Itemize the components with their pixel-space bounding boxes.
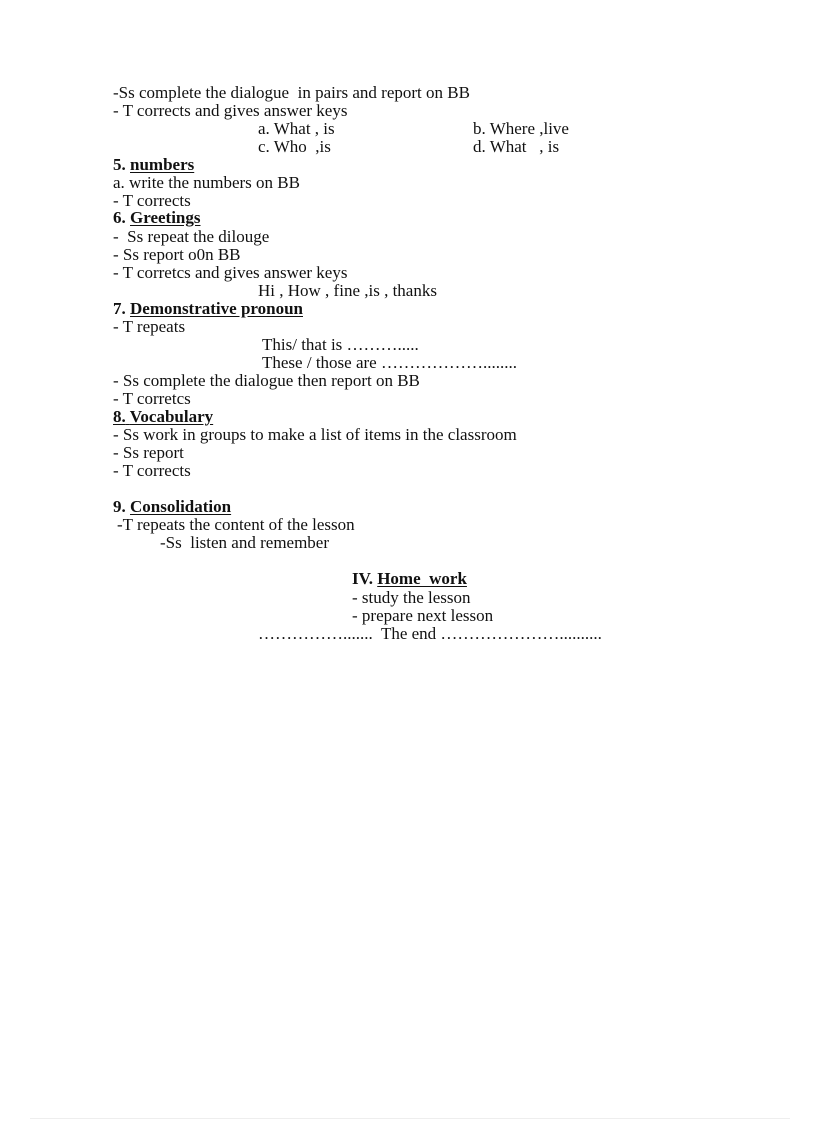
section-heading-homework xyxy=(352,570,467,588)
section-title: Greetings xyxy=(130,208,201,227)
section-title: Home work xyxy=(377,569,467,588)
instruction-line: - Ss report xyxy=(113,443,184,462)
homework-item: - study the lesson xyxy=(352,588,471,607)
answer-key-b: b. Where ,live xyxy=(473,119,569,138)
instruction-line: - Ss repeat the dilouge xyxy=(113,227,270,246)
section-heading-numbers xyxy=(113,156,194,174)
section-heading-demonstrative xyxy=(113,300,303,318)
instruction-line: -Ss complete the dialogue in pairs and report on BB xyxy=(113,83,470,102)
section-title: Demonstrative pronoun xyxy=(130,299,303,318)
section-title: Consolidation xyxy=(130,497,232,516)
pattern-line: These / those are ………………........ xyxy=(262,353,517,372)
section-heading-consolidation xyxy=(113,498,231,516)
instruction-line: - T corretcs xyxy=(113,389,191,408)
page-bottom-edge xyxy=(30,1118,790,1119)
pattern-line: This/ that is ………..... xyxy=(262,335,419,354)
section-number: 6. xyxy=(113,208,126,227)
section-number: 7. xyxy=(113,299,126,318)
answer-key-greetings: Hi , How , fine ,is , thanks xyxy=(258,281,437,300)
instruction-line: - Ss report o0n BB xyxy=(113,245,241,264)
instruction-line: a. write the numbers on BB xyxy=(113,173,300,192)
instruction-line: - T corrects xyxy=(113,191,191,210)
instruction-line: - T corrects xyxy=(113,461,191,480)
section-heading-vocabulary xyxy=(113,408,213,426)
answer-key-d: d. What , is xyxy=(473,137,560,156)
section-number: 9. xyxy=(113,497,126,516)
answer-key-a: a. What , is xyxy=(258,119,335,138)
instruction-line: -T repeats the content of the lesson xyxy=(117,515,355,534)
section-number: 8. xyxy=(113,407,126,426)
section-title: numbers xyxy=(130,155,195,174)
section-number: IV. xyxy=(352,569,373,588)
section-number: 5. xyxy=(113,155,126,174)
instruction-line: - Ss work in groups to make a list of items in the classroom xyxy=(113,425,517,444)
instruction-line: - T corrects and gives answer keys xyxy=(113,101,348,120)
section-title: Vocabulary xyxy=(129,407,214,426)
homework-item: - prepare next lesson xyxy=(352,606,494,625)
instruction-line: - T corretcs and gives answer keys xyxy=(113,263,348,282)
instruction-line: -Ss listen and remember xyxy=(160,533,330,552)
the-end-line: ……………....... The end ………………….......... xyxy=(258,624,602,643)
answer-key-c: c. Who ,is xyxy=(258,137,331,156)
instruction-line: - T repeats xyxy=(113,317,186,336)
section-heading-greetings xyxy=(113,209,201,227)
instruction-line: - Ss complete the dialogue then report on BB xyxy=(113,371,420,390)
